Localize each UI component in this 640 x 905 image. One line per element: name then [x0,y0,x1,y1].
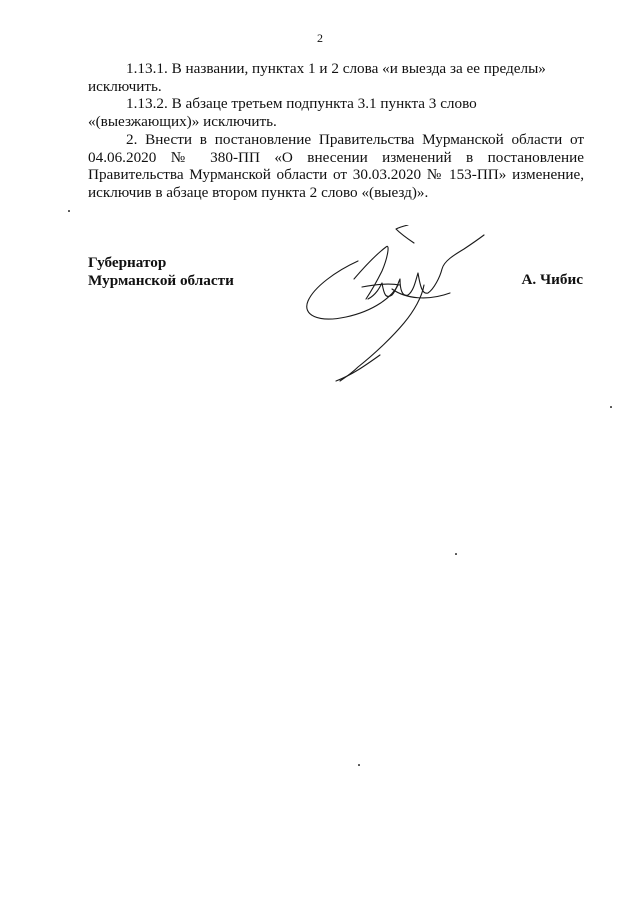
scan-speck [610,406,612,408]
document-body [88,60,584,202]
page-number: 2 [317,31,323,45]
handwritten-signature-icon [296,225,516,385]
signatory-position-line2: Мурманской области [88,271,234,289]
paragraph-1-13-2: 1.13.2. В абзаце третьем подпункта 3.1 пункта 3 слово «(выезжающих)» исключить. [88,95,477,131]
scan-speck [455,553,457,555]
scan-speck [358,764,360,766]
paragraph-1-13-1: 1.13.1. В названии, пунктах 1 и 2 слова «и выезда за ее пределы» исключить. [88,60,546,95]
signatory-position-line1: Губернатор [88,254,167,271]
paragraph-2: 2. Внести в постановление Правительства Мурманской области от 04.06.2020 № 380-ПП «О внесении изменений в постановление Правительства Мурманской области от 30.03.2020 № 153-ПП» изменение, исключив в абзаце втором пункта 2 слово «(выезд)». [88,130,584,201]
signatory-position [88,254,234,289]
signatory-name: А. Чибис [521,271,583,288]
scan-speck [68,210,70,212]
